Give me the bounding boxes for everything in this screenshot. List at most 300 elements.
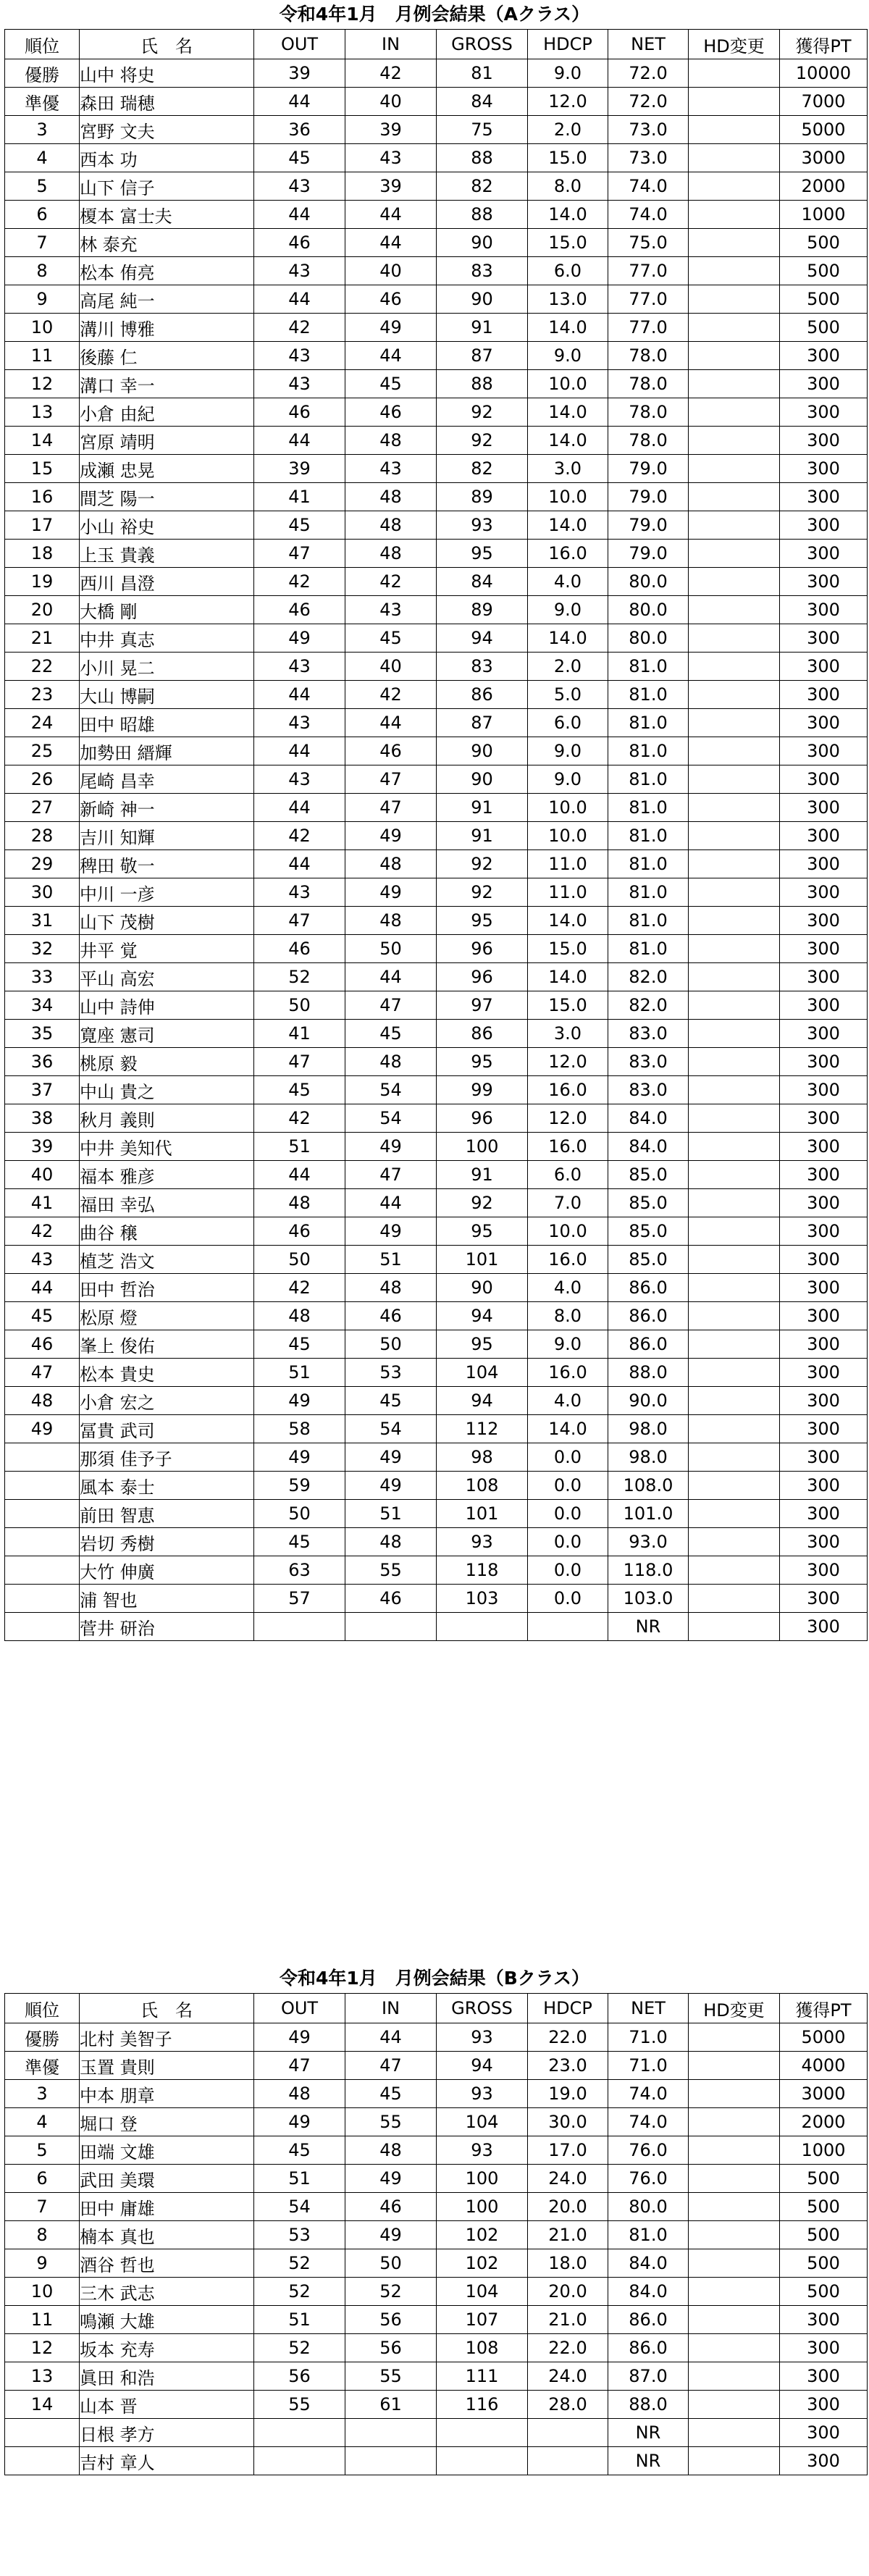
- out-cell: 63: [254, 1556, 345, 1585]
- hdcp-cell: [528, 2447, 608, 2475]
- net-cell: 73.0: [608, 144, 689, 172]
- net-cell: 78.0: [608, 342, 689, 370]
- hdcp-cell: 28.0: [528, 2391, 608, 2419]
- table-row: [5, 59, 868, 88]
- in-cell: 49: [345, 1443, 437, 1472]
- out-cell: 45: [254, 511, 345, 540]
- rank-cell: 4: [5, 144, 80, 172]
- hdcp-cell: 14.0: [528, 1415, 608, 1443]
- in-cell: 48: [345, 540, 437, 568]
- rank-cell: 41: [5, 1189, 80, 1217]
- table-row: [5, 2278, 868, 2306]
- gross-cell: 88: [437, 144, 528, 172]
- in-cell: 40: [345, 653, 437, 681]
- in-cell: 49: [345, 314, 437, 342]
- name-cell: 山中 詩伸: [80, 991, 254, 1020]
- gross-cell: [437, 2419, 528, 2447]
- rank-cell: 11: [5, 342, 80, 370]
- name-cell: 上玉 貴義: [80, 540, 254, 568]
- in-cell: 40: [345, 88, 437, 116]
- in-cell: 45: [345, 624, 437, 653]
- hd-change-cell: [689, 991, 780, 1020]
- column-header: 獲得PT: [780, 30, 868, 59]
- out-cell: 45: [254, 1330, 345, 1359]
- hdcp-cell: 10.0: [528, 483, 608, 511]
- points-cell: 300: [780, 1613, 868, 1641]
- out-cell: 43: [254, 370, 345, 398]
- name-cell: 玉置 貴則: [80, 2052, 254, 2080]
- hdcp-cell: 2.0: [528, 653, 608, 681]
- points-cell: 300: [780, 1387, 868, 1415]
- in-cell: 47: [345, 991, 437, 1020]
- hdcp-cell: 2.0: [528, 116, 608, 144]
- name-cell: 酒谷 哲也: [80, 2249, 254, 2278]
- table-row: [5, 2165, 868, 2193]
- hdcp-cell: 0.0: [528, 1443, 608, 1472]
- net-cell: 76.0: [608, 2165, 689, 2193]
- in-cell: 48: [345, 850, 437, 878]
- out-cell: 46: [254, 229, 345, 257]
- gross-cell: 84: [437, 568, 528, 596]
- rank-cell: 5: [5, 172, 80, 201]
- name-cell: 山中 将史: [80, 59, 254, 88]
- name-cell: 小山 裕史: [80, 511, 254, 540]
- in-cell: 46: [345, 1585, 437, 1613]
- hdcp-cell: 14.0: [528, 907, 608, 935]
- name-cell: 平山 高宏: [80, 963, 254, 991]
- points-cell: 300: [780, 850, 868, 878]
- hdcp-cell: 22.0: [528, 2023, 608, 2052]
- rank-cell: 15: [5, 455, 80, 483]
- gross-cell: 90: [437, 765, 528, 794]
- name-cell: 加勢田 縉輝: [80, 737, 254, 765]
- table-row: [5, 991, 868, 1020]
- net-cell: 101.0: [608, 1500, 689, 1528]
- table-row: [5, 2052, 868, 2080]
- in-cell: 45: [345, 1020, 437, 1048]
- net-cell: 83.0: [608, 1048, 689, 1076]
- in-cell: 44: [345, 342, 437, 370]
- in-cell: 45: [345, 370, 437, 398]
- net-cell: 80.0: [608, 596, 689, 624]
- out-cell: 43: [254, 257, 345, 285]
- out-cell: 42: [254, 822, 345, 850]
- column-header: NET: [608, 1994, 689, 2023]
- points-cell: 300: [780, 653, 868, 681]
- gross-cell: 101: [437, 1246, 528, 1274]
- in-cell: 42: [345, 681, 437, 709]
- net-cell: 86.0: [608, 1330, 689, 1359]
- in-cell: 49: [345, 2221, 437, 2249]
- rank-cell: 37: [5, 1076, 80, 1104]
- points-cell: 300: [780, 2419, 868, 2447]
- hd-change-cell: [689, 1161, 780, 1189]
- a-class-table: [4, 29, 868, 1641]
- name-cell: 吉村 章人: [80, 2447, 254, 2475]
- out-cell: 41: [254, 1020, 345, 1048]
- rank-cell: 48: [5, 1387, 80, 1415]
- column-header: 順位: [5, 30, 80, 59]
- name-cell: 松本 貴史: [80, 1359, 254, 1387]
- hd-change-cell: [689, 1613, 780, 1641]
- rank-cell: 30: [5, 878, 80, 907]
- hdcp-cell: 7.0: [528, 1189, 608, 1217]
- gross-cell: 107: [437, 2306, 528, 2334]
- table-row: [5, 1613, 868, 1641]
- in-cell: 46: [345, 737, 437, 765]
- rank-cell: 32: [5, 935, 80, 963]
- out-cell: 39: [254, 455, 345, 483]
- hd-change-cell: [689, 1302, 780, 1330]
- hd-change-cell: [689, 59, 780, 88]
- points-cell: 300: [780, 935, 868, 963]
- hdcp-cell: 3.0: [528, 1020, 608, 1048]
- hd-change-cell: [689, 483, 780, 511]
- out-cell: 44: [254, 794, 345, 822]
- table-row: [5, 2193, 868, 2221]
- net-cell: 79.0: [608, 540, 689, 568]
- name-cell: 松原 燈: [80, 1302, 254, 1330]
- gross-cell: 95: [437, 907, 528, 935]
- hdcp-cell: 16.0: [528, 1359, 608, 1387]
- net-cell: 84.0: [608, 1133, 689, 1161]
- rank-cell: 13: [5, 398, 80, 427]
- table-row: [5, 1246, 868, 1274]
- in-cell: 50: [345, 2249, 437, 2278]
- in-cell: 43: [345, 596, 437, 624]
- in-cell: 49: [345, 878, 437, 907]
- points-cell: 500: [780, 2165, 868, 2193]
- name-cell: 榎本 富士夫: [80, 201, 254, 229]
- table-row: [5, 681, 868, 709]
- net-cell: 84.0: [608, 2278, 689, 2306]
- hdcp-cell: 6.0: [528, 1161, 608, 1189]
- net-cell: 71.0: [608, 2052, 689, 2080]
- hd-change-cell: [689, 2080, 780, 2108]
- rank-cell: 優勝: [5, 2023, 80, 2052]
- name-cell: 小倉 由紀: [80, 398, 254, 427]
- net-cell: 81.0: [608, 794, 689, 822]
- gross-cell: 84: [437, 88, 528, 116]
- hdcp-cell: 0.0: [528, 1556, 608, 1585]
- rank-cell: 5: [5, 2136, 80, 2165]
- in-cell: 42: [345, 568, 437, 596]
- out-cell: 44: [254, 737, 345, 765]
- gross-cell: 92: [437, 878, 528, 907]
- gross-cell: 104: [437, 1359, 528, 1387]
- hd-change-cell: [689, 2306, 780, 2334]
- gross-cell: 82: [437, 455, 528, 483]
- net-cell: 87.0: [608, 2362, 689, 2391]
- points-cell: 300: [780, 540, 868, 568]
- table-row: [5, 1302, 868, 1330]
- hdcp-cell: 16.0: [528, 540, 608, 568]
- net-cell: 78.0: [608, 370, 689, 398]
- rank-cell: 12: [5, 2334, 80, 2362]
- out-cell: 43: [254, 342, 345, 370]
- rank-cell: 4: [5, 2108, 80, 2136]
- hdcp-cell: 9.0: [528, 1330, 608, 1359]
- hd-change-cell: [689, 1359, 780, 1387]
- hdcp-cell: 24.0: [528, 2165, 608, 2193]
- in-cell: 50: [345, 935, 437, 963]
- in-cell: 45: [345, 2080, 437, 2108]
- column-header: IN: [345, 1994, 437, 2023]
- rank-cell: 39: [5, 1133, 80, 1161]
- net-cell: 77.0: [608, 314, 689, 342]
- name-cell: 前田 智恵: [80, 1500, 254, 1528]
- name-cell: 山下 茂樹: [80, 907, 254, 935]
- out-cell: 59: [254, 1472, 345, 1500]
- name-cell: 小倉 宏之: [80, 1387, 254, 1415]
- hdcp-cell: [528, 1613, 608, 1641]
- hdcp-cell: 30.0: [528, 2108, 608, 2136]
- in-cell: 44: [345, 201, 437, 229]
- out-cell: 46: [254, 398, 345, 427]
- rank-cell: 6: [5, 201, 80, 229]
- net-cell: 85.0: [608, 1189, 689, 1217]
- rank-cell: 31: [5, 907, 80, 935]
- out-cell: 48: [254, 1302, 345, 1330]
- rank-cell: 20: [5, 596, 80, 624]
- out-cell: 44: [254, 201, 345, 229]
- hdcp-cell: 0.0: [528, 1500, 608, 1528]
- rank-cell: 16: [5, 483, 80, 511]
- table-row: [5, 1585, 868, 1613]
- rank-cell: 25: [5, 737, 80, 765]
- net-cell: 81.0: [608, 709, 689, 737]
- name-cell: 溝川 博雅: [80, 314, 254, 342]
- hd-change-cell: [689, 878, 780, 907]
- out-cell: 42: [254, 314, 345, 342]
- rank-cell: 13: [5, 2362, 80, 2391]
- name-cell: 鳴瀬 大雄: [80, 2306, 254, 2334]
- name-cell: 大竹 伸廣: [80, 1556, 254, 1585]
- table-row: [5, 2249, 868, 2278]
- hdcp-cell: 14.0: [528, 963, 608, 991]
- gross-cell: 97: [437, 991, 528, 1020]
- hd-change-cell: [689, 2136, 780, 2165]
- points-cell: 300: [780, 822, 868, 850]
- name-cell: 峯上 俊佑: [80, 1330, 254, 1359]
- points-cell: 300: [780, 1556, 868, 1585]
- hd-change-cell: [689, 1076, 780, 1104]
- gross-cell: 92: [437, 427, 528, 455]
- table-row: [5, 1528, 868, 1556]
- net-cell: 90.0: [608, 1387, 689, 1415]
- table-row: [5, 2334, 868, 2362]
- rank-cell: 11: [5, 2306, 80, 2334]
- table-row: [5, 1500, 868, 1528]
- hd-change-cell: [689, 427, 780, 455]
- name-cell: 坂本 充寿: [80, 2334, 254, 2362]
- table-row: [5, 1274, 868, 1302]
- rank-cell: [5, 1528, 80, 1556]
- rank-cell: 33: [5, 963, 80, 991]
- name-cell: 田中 庸雄: [80, 2193, 254, 2221]
- points-cell: 300: [780, 1104, 868, 1133]
- net-cell: 86.0: [608, 2306, 689, 2334]
- name-cell: 中川 一彦: [80, 878, 254, 907]
- gross-cell: [437, 1613, 528, 1641]
- points-cell: 500: [780, 2278, 868, 2306]
- rank-cell: 29: [5, 850, 80, 878]
- hdcp-cell: 17.0: [528, 2136, 608, 2165]
- in-cell: 39: [345, 172, 437, 201]
- hd-change-cell: [689, 794, 780, 822]
- table-row: [5, 907, 868, 935]
- gross-cell: 102: [437, 2221, 528, 2249]
- gross-cell: [437, 2447, 528, 2475]
- points-cell: 300: [780, 1246, 868, 1274]
- net-cell: 81.0: [608, 822, 689, 850]
- net-cell: 73.0: [608, 116, 689, 144]
- name-cell: 三木 武志: [80, 2278, 254, 2306]
- points-cell: 300: [780, 2447, 868, 2475]
- out-cell: 44: [254, 427, 345, 455]
- hd-change-cell: [689, 1472, 780, 1500]
- net-cell: 118.0: [608, 1556, 689, 1585]
- net-cell: 81.0: [608, 765, 689, 794]
- column-header: 順位: [5, 1994, 80, 2023]
- name-cell: 稗田 敬一: [80, 850, 254, 878]
- points-cell: 3000: [780, 144, 868, 172]
- out-cell: 52: [254, 2249, 345, 2278]
- in-cell: 51: [345, 1246, 437, 1274]
- hdcp-cell: 9.0: [528, 59, 608, 88]
- points-cell: 500: [780, 257, 868, 285]
- points-cell: 300: [780, 1133, 868, 1161]
- points-cell: 300: [780, 398, 868, 427]
- gross-cell: 98: [437, 1443, 528, 1472]
- hd-change-cell: [689, 737, 780, 765]
- net-cell: 72.0: [608, 88, 689, 116]
- column-header: NET: [608, 30, 689, 59]
- net-cell: NR: [608, 1613, 689, 1641]
- points-cell: 300: [780, 511, 868, 540]
- points-cell: 1000: [780, 2136, 868, 2165]
- rank-cell: 23: [5, 681, 80, 709]
- hd-change-cell: [689, 370, 780, 398]
- out-cell: 49: [254, 2108, 345, 2136]
- table-row: [5, 653, 868, 681]
- hdcp-cell: 9.0: [528, 765, 608, 794]
- gross-cell: 94: [437, 1387, 528, 1415]
- gross-cell: 101: [437, 1500, 528, 1528]
- in-cell: 51: [345, 1500, 437, 1528]
- hd-change-cell: [689, 2221, 780, 2249]
- out-cell: 56: [254, 2362, 345, 2391]
- hd-change-cell: [689, 511, 780, 540]
- hd-change-cell: [689, 1020, 780, 1048]
- name-cell: 福田 幸弘: [80, 1189, 254, 1217]
- hd-change-cell: [689, 709, 780, 737]
- out-cell: 47: [254, 1048, 345, 1076]
- net-cell: 85.0: [608, 1161, 689, 1189]
- hd-change-cell: [689, 1189, 780, 1217]
- name-cell: 寛座 憲司: [80, 1020, 254, 1048]
- points-cell: 4000: [780, 2052, 868, 2080]
- hdcp-cell: 10.0: [528, 1217, 608, 1246]
- table-row: [5, 398, 868, 427]
- rank-cell: [5, 1472, 80, 1500]
- net-cell: 71.0: [608, 2023, 689, 2052]
- net-cell: 82.0: [608, 991, 689, 1020]
- out-cell: 53: [254, 2221, 345, 2249]
- net-cell: 76.0: [608, 2136, 689, 2165]
- table-row: [5, 1330, 868, 1359]
- hdcp-cell: 6.0: [528, 709, 608, 737]
- column-header: GROSS: [437, 1994, 528, 2023]
- name-cell: 西本 功: [80, 144, 254, 172]
- gross-cell: 95: [437, 540, 528, 568]
- column-header: 氏 名: [80, 30, 254, 59]
- name-cell: 田中 昭雄: [80, 709, 254, 737]
- hdcp-cell: 21.0: [528, 2306, 608, 2334]
- name-cell: 西川 昌澄: [80, 568, 254, 596]
- hd-change-cell: [689, 850, 780, 878]
- gross-cell: 96: [437, 963, 528, 991]
- rank-cell: 8: [5, 257, 80, 285]
- table-row: [5, 314, 868, 342]
- points-cell: 1000: [780, 201, 868, 229]
- gross-cell: 89: [437, 483, 528, 511]
- table-row: [5, 1556, 868, 1585]
- net-cell: 83.0: [608, 1020, 689, 1048]
- out-cell: 45: [254, 2136, 345, 2165]
- column-header: HD変更: [689, 1994, 780, 2023]
- hd-change-cell: [689, 144, 780, 172]
- hd-change-cell: [689, 1500, 780, 1528]
- gross-cell: 86: [437, 681, 528, 709]
- hdcp-cell: 10.0: [528, 794, 608, 822]
- out-cell: 42: [254, 1274, 345, 1302]
- gross-cell: 88: [437, 370, 528, 398]
- net-cell: 81.0: [608, 878, 689, 907]
- name-cell: 福本 雅彦: [80, 1161, 254, 1189]
- b-class-title: 令和4年1月 月例会結果（Bクラス）: [279, 1968, 590, 1989]
- net-cell: 82.0: [608, 963, 689, 991]
- net-cell: 84.0: [608, 1104, 689, 1133]
- table-row: [5, 850, 868, 878]
- name-cell: 松本 侑亮: [80, 257, 254, 285]
- table-row: [5, 1189, 868, 1217]
- in-cell: 48: [345, 1048, 437, 1076]
- points-cell: 300: [780, 2334, 868, 2362]
- gross-cell: 90: [437, 737, 528, 765]
- rank-cell: 8: [5, 2221, 80, 2249]
- net-cell: 81.0: [608, 907, 689, 935]
- hdcp-cell: 14.0: [528, 427, 608, 455]
- table-row: [5, 172, 868, 201]
- gross-cell: 95: [437, 1330, 528, 1359]
- out-cell: 57: [254, 1585, 345, 1613]
- name-cell: 新崎 神一: [80, 794, 254, 822]
- gross-cell: 88: [437, 201, 528, 229]
- net-cell: 103.0: [608, 1585, 689, 1613]
- name-cell: 宮原 靖明: [80, 427, 254, 455]
- points-cell: 3000: [780, 2080, 868, 2108]
- gross-cell: 112: [437, 1415, 528, 1443]
- rank-cell: [5, 1443, 80, 1472]
- table-row: [5, 88, 868, 116]
- hd-change-cell: [689, 201, 780, 229]
- points-cell: 500: [780, 2193, 868, 2221]
- points-cell: 300: [780, 596, 868, 624]
- hdcp-cell: 20.0: [528, 2278, 608, 2306]
- hdcp-cell: 16.0: [528, 1133, 608, 1161]
- in-cell: 55: [345, 2362, 437, 2391]
